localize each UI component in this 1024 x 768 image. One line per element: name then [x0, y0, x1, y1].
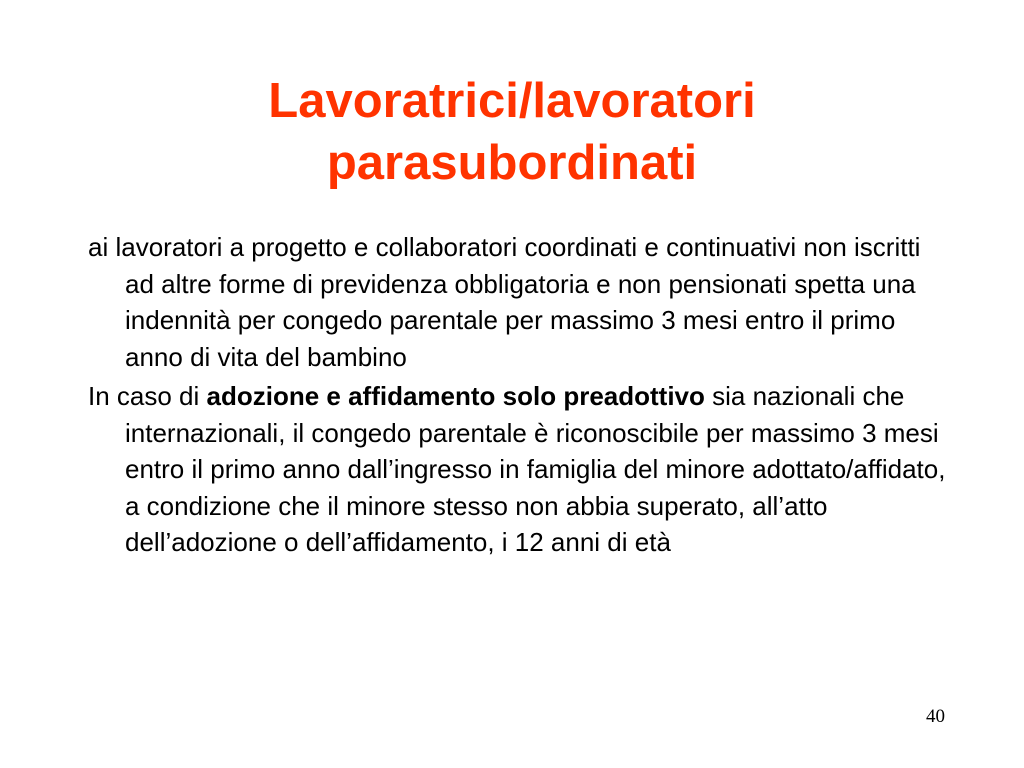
- paragraph-text: ai lavoratori a progetto e collaboratori coordinati e continuativi non iscritti ad altre forme di previdenza obbligatoria e non pensionati spetta una indennità per congedo parentale per massimo 3 mesi entro il primo anno di vita del bambino: [88, 232, 921, 372]
- slide-title: [0, 70, 1024, 194]
- paragraph-text-after: sia nazionali che internazionali, il congedo parentale è riconoscibile per massimo 3 mesi entro il primo anno dall’ingresso in famiglia del minore adottato/affidato, a condizione che il minore stesso non abbia superato, all’atto dell’adozione o dell’affidamento, i 12 anni di età: [125, 381, 946, 557]
- paragraph-text-before: In caso di: [88, 381, 207, 411]
- paragraph-bold-text: adozione e affidamento solo preadottivo: [206, 381, 705, 411]
- paragraph-adozione-affidamento: [88, 378, 948, 561]
- page-number: 40: [926, 706, 945, 727]
- slide-title-line-1: Lavoratrici/lavoratori: [268, 74, 756, 128]
- paragraph-lavoratori-progetto: [88, 229, 948, 375]
- slide-body: [88, 229, 948, 561]
- slide-title-line-2: parasubordinati: [326, 136, 698, 190]
